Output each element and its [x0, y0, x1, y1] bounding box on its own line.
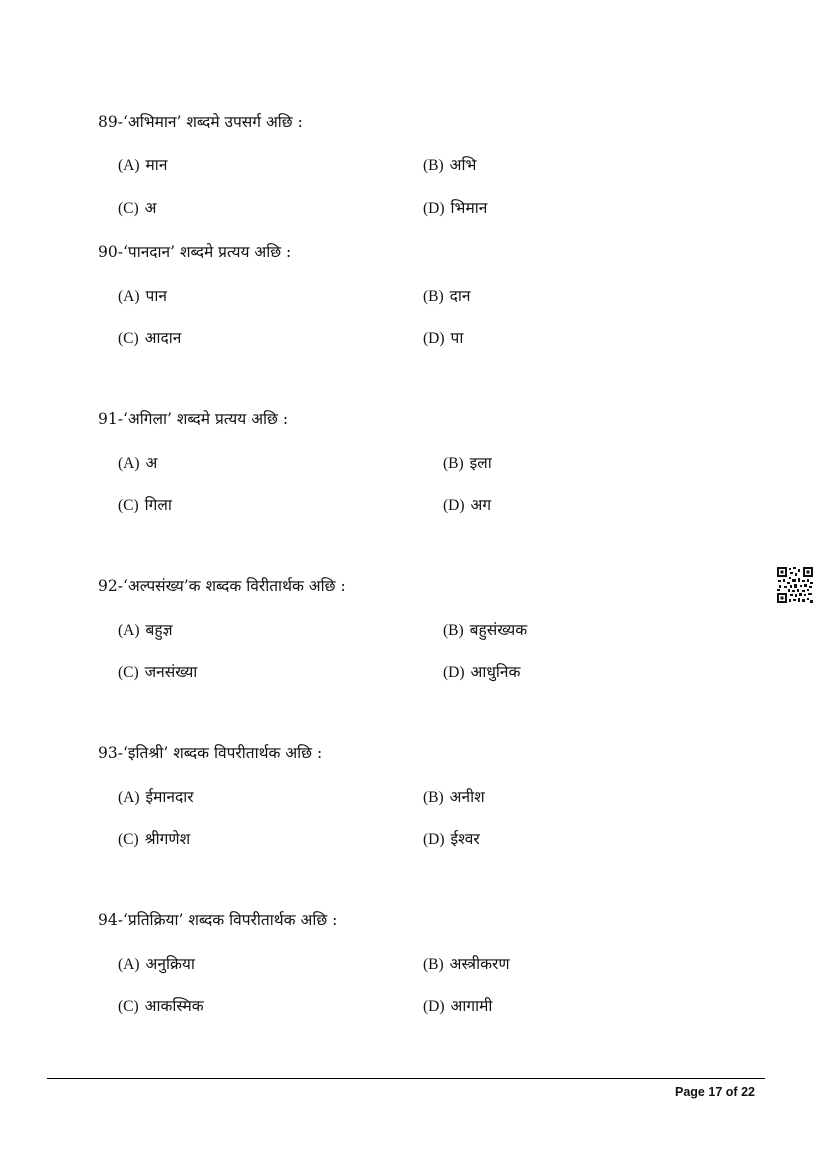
option-89-c	[118, 196, 157, 218]
option-label: (A)	[118, 157, 140, 174]
option-text: इला	[469, 454, 492, 472]
option-91-d	[443, 493, 491, 515]
option-90-b	[423, 284, 471, 306]
option-label: (D)	[443, 664, 465, 681]
page-number	[675, 1085, 755, 1099]
footer-divider	[47, 1078, 765, 1079]
option-label: (D)	[423, 998, 445, 1015]
option-text: अस्त्रीकरण	[449, 955, 510, 973]
option-92-b	[443, 618, 527, 640]
option-label: (D)	[423, 200, 445, 217]
option-text: अभि	[449, 156, 477, 174]
option-text: गिला	[144, 496, 172, 514]
option-91-c	[118, 493, 172, 515]
option-text: दान	[449, 287, 471, 305]
option-label: (C)	[118, 497, 139, 514]
option-text: आदान	[144, 329, 182, 347]
option-text: आधुनिक	[470, 663, 521, 681]
option-text: अनुक्रिया	[145, 955, 195, 973]
option-label: (B)	[423, 157, 444, 174]
option-label: (D)	[443, 497, 465, 514]
option-text: ईश्वर	[450, 830, 480, 848]
option-text: मान	[145, 156, 168, 174]
qr-code-icon	[776, 566, 814, 604]
option-93-d	[423, 827, 480, 849]
option-label: (D)	[423, 330, 445, 347]
option-89-d	[423, 196, 487, 218]
option-91-b	[443, 451, 492, 473]
option-label: (C)	[118, 831, 139, 848]
option-label: (A)	[118, 789, 140, 806]
option-label: (B)	[443, 455, 464, 472]
option-text: अनीश	[449, 788, 485, 806]
question-91-title: 91-‘अगिला’ शब्दमे प्रत्यय अछि :	[98, 410, 289, 428]
option-90-c	[118, 326, 181, 348]
option-text: अग	[470, 496, 492, 514]
option-92-c	[118, 660, 197, 682]
option-89-b	[423, 153, 476, 175]
option-93-c	[118, 827, 190, 849]
option-label: (B)	[443, 622, 464, 639]
option-label: (A)	[118, 622, 140, 639]
option-text: जनसंख्या	[144, 663, 198, 681]
option-label: (C)	[118, 200, 139, 217]
option-94-b	[423, 952, 510, 974]
option-text: पान	[145, 287, 167, 305]
option-label: (C)	[118, 998, 139, 1015]
option-94-c	[118, 994, 204, 1016]
option-92-a	[118, 618, 173, 640]
option-text: पा	[450, 329, 464, 347]
option-label: (A)	[118, 288, 140, 305]
question-89-title: 89-‘अभिमान’ शब्दमे उपसर्ग अछि :	[98, 113, 303, 131]
option-94-a	[118, 952, 195, 974]
option-label: (D)	[423, 831, 445, 848]
option-text: श्रीगणेश	[144, 830, 191, 848]
question-93-title: 93-‘इतिश्री’ शब्दक विपरीतार्थक अछि :	[98, 744, 323, 762]
option-text: अ	[145, 454, 158, 472]
option-94-d	[423, 994, 492, 1016]
option-92-d	[443, 660, 520, 682]
option-89-a	[118, 153, 167, 175]
option-label: (B)	[423, 789, 444, 806]
option-91-a	[118, 451, 157, 473]
option-label: (B)	[423, 288, 444, 305]
option-label: (C)	[118, 664, 139, 681]
question-94-title: 94-‘प्रतिक्रिया’ शब्दक विपरीतार्थक अछि :	[98, 911, 338, 929]
option-label: (B)	[423, 956, 444, 973]
page-total: 22	[741, 1085, 755, 1099]
option-text: बहुज्ञ	[145, 621, 173, 639]
option-93-b	[423, 785, 485, 807]
option-text: ईमानदार	[145, 788, 194, 806]
option-text: अ	[144, 199, 157, 217]
question-90-title: 90-‘पानदान’ शब्दमे प्रत्यय अछि :	[98, 243, 292, 261]
option-text: भिमान	[450, 199, 488, 217]
page-prefix: Page	[675, 1085, 705, 1099]
option-text: बहुसंख्यक	[469, 621, 528, 639]
page-current: 17	[708, 1085, 723, 1099]
option-text: आकस्मिक	[144, 997, 204, 1015]
option-label: (C)	[118, 330, 139, 347]
option-text: आगामी	[450, 997, 493, 1015]
option-93-a	[118, 785, 194, 807]
option-90-a	[118, 284, 167, 306]
question-92-title: 92-‘अल्पसंख्य’क शब्दक विरीतार्थक अछि :	[98, 577, 346, 595]
page-of: of	[725, 1085, 738, 1099]
option-90-d	[423, 326, 463, 348]
option-label: (A)	[118, 455, 140, 472]
option-label: (A)	[118, 956, 140, 973]
